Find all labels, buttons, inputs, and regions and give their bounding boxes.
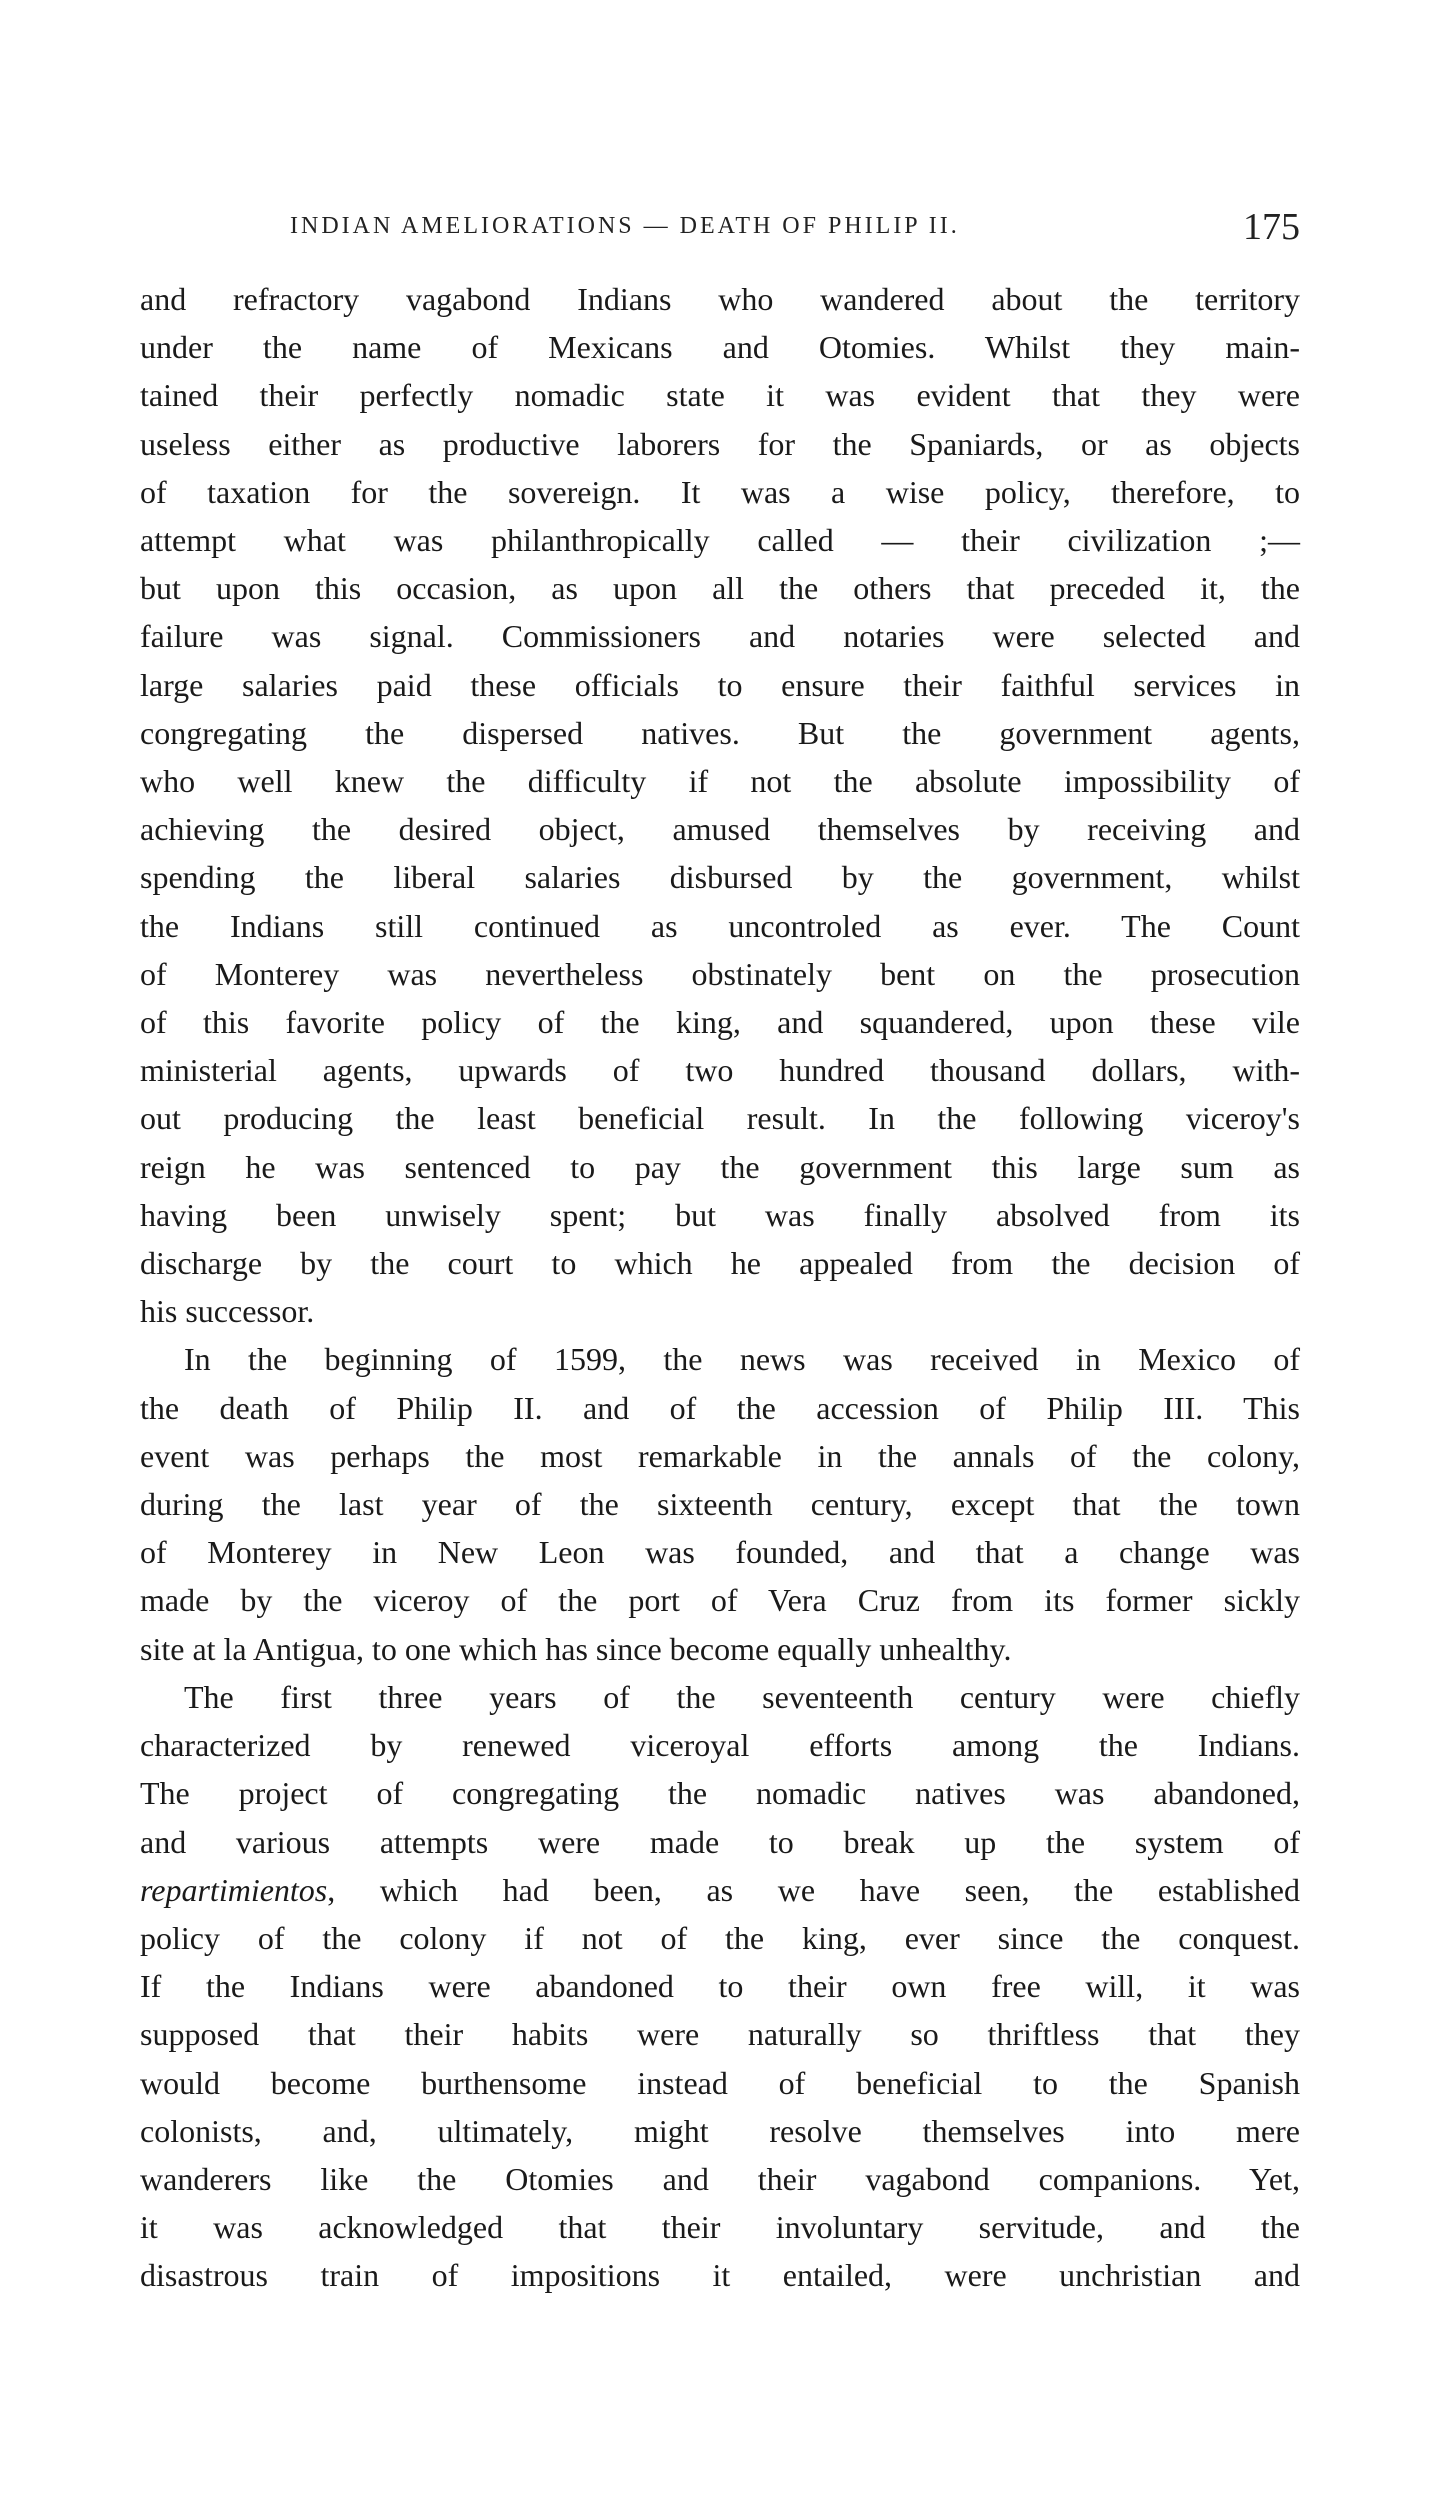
text-line: it was acknowledged that their involuntary servitude, and the <box>140 2209 1300 2246</box>
text-line: ministerial agents, upwards of two hundred thousand dollars, with- <box>140 1052 1300 1089</box>
text-line: colonists, and, ultimately, might resolve themselves into mere <box>140 2112 1300 2149</box>
text-line: during the last year of the sixteenth century, except that the town <box>140 1486 1300 1523</box>
text-line: made by the viceroy of the port of Vera Cruz from its former sickly <box>140 1582 1300 1619</box>
text-line: and various attempts were made to break up the system of <box>140 1823 1300 1860</box>
text-line: his successor. <box>140 1293 315 1330</box>
text-line: characterized by renewed viceroyal efforts among the Indians. <box>140 1727 1300 1764</box>
running-header-title: INDIAN AMELIORATIONS — DEATH OF PHILIP II. <box>290 213 960 239</box>
text-body <box>140 275 1300 2300</box>
italic-term: repartimientos <box>140 1871 328 1908</box>
text-line: having been unwisely spent; but was finally absolved from its <box>140 1196 1300 1233</box>
text-line: disastrous train of impositions it entailed, were unchristian and <box>140 2257 1300 2294</box>
text-line: supposed that their habits were naturally so thriftless that they <box>140 2016 1300 2053</box>
text-line: the death of Philip II. and of the accession of Philip III. This <box>140 1389 1300 1426</box>
text-line: of this favorite policy of the king, and squandered, upon these vile <box>140 1004 1300 1041</box>
text-line: achieving the desired object, amused themselves by receiving and <box>140 811 1300 848</box>
text-line: useless either as productive laborers for the Spaniards, or as objects <box>140 425 1300 462</box>
text-line: reign he was sentenced to pay the government this large sum as <box>140 1148 1300 1185</box>
text-line: the Indians still continued as uncontroled as ever. The Count <box>140 907 1300 944</box>
text-line: of taxation for the sovereign. It was a wise policy, therefore, to <box>140 473 1300 510</box>
text-line: of Monterey in New Leon was founded, and that a change was <box>140 1534 1300 1571</box>
text-line-with-italic <box>140 1866 1300 1914</box>
text-line: tained their perfectly nomadic state it was evident that they were <box>140 377 1300 414</box>
paragraph-1 <box>140 275 1300 1335</box>
text-line: policy of the colony if not of the king, ever since the conquest. <box>140 1919 1300 1956</box>
page-number: 175 <box>1243 206 1300 248</box>
text-line: would become burthensome instead of beneficial to the Spanish <box>140 2064 1300 2101</box>
text-line-rest: , which had been, as we have seen, the established <box>327 1871 1300 1908</box>
text-line: spending the liberal salaries disbursed by the government, whilst <box>140 859 1300 896</box>
text-line: In the beginning of 1599, the news was received in Mexico of <box>184 1341 1300 1378</box>
text-line: wanderers like the Otomies and their vagabond companions. Yet, <box>140 2160 1300 2197</box>
text-line: who well knew the difficulty if not the absolute impossibility of <box>140 763 1300 800</box>
text-line: congregating the dispersed natives. But the government agents, <box>140 714 1300 751</box>
text-line: large salaries paid these officials to ensure their faithful services in <box>140 666 1300 703</box>
text-line: and refractory vagabond Indians who wandered about the territory <box>140 281 1300 317</box>
text-line: under the name of Mexicans and Otomies. Whilst they main- <box>140 329 1300 366</box>
text-line: but upon this occasion, as upon all the others that preceded it, the <box>140 570 1300 607</box>
text-line: The project of congregating the nomadic natives was abandoned, <box>140 1775 1300 1812</box>
text-line: If the Indians were abandoned to their own free will, it was <box>140 1968 1300 2005</box>
paragraph-3 <box>140 1673 1300 2300</box>
running-header <box>140 205 1300 265</box>
text-line: out producing the least beneficial result. In the following viceroy's <box>140 1100 1300 1137</box>
text-line: site at la Antigua, to one which has since become equally unhealthy. <box>140 1630 1012 1667</box>
text-line: attempt what was philanthropically called — their civilization ;— <box>140 522 1300 559</box>
text-line: The first three years of the seventeenth century were chiefly <box>184 1678 1300 1715</box>
text-line: of Monterey was nevertheless obstinately bent on the prosecution <box>140 955 1300 992</box>
paragraph-2 <box>140 1335 1300 1672</box>
text-line: discharge by the court to which he appealed from the decision of <box>140 1245 1300 1282</box>
text-line: event was perhaps the most remarkable in the annals of the colony, <box>140 1437 1300 1474</box>
text-line: failure was signal. Commissioners and notaries were selected and <box>140 618 1300 655</box>
